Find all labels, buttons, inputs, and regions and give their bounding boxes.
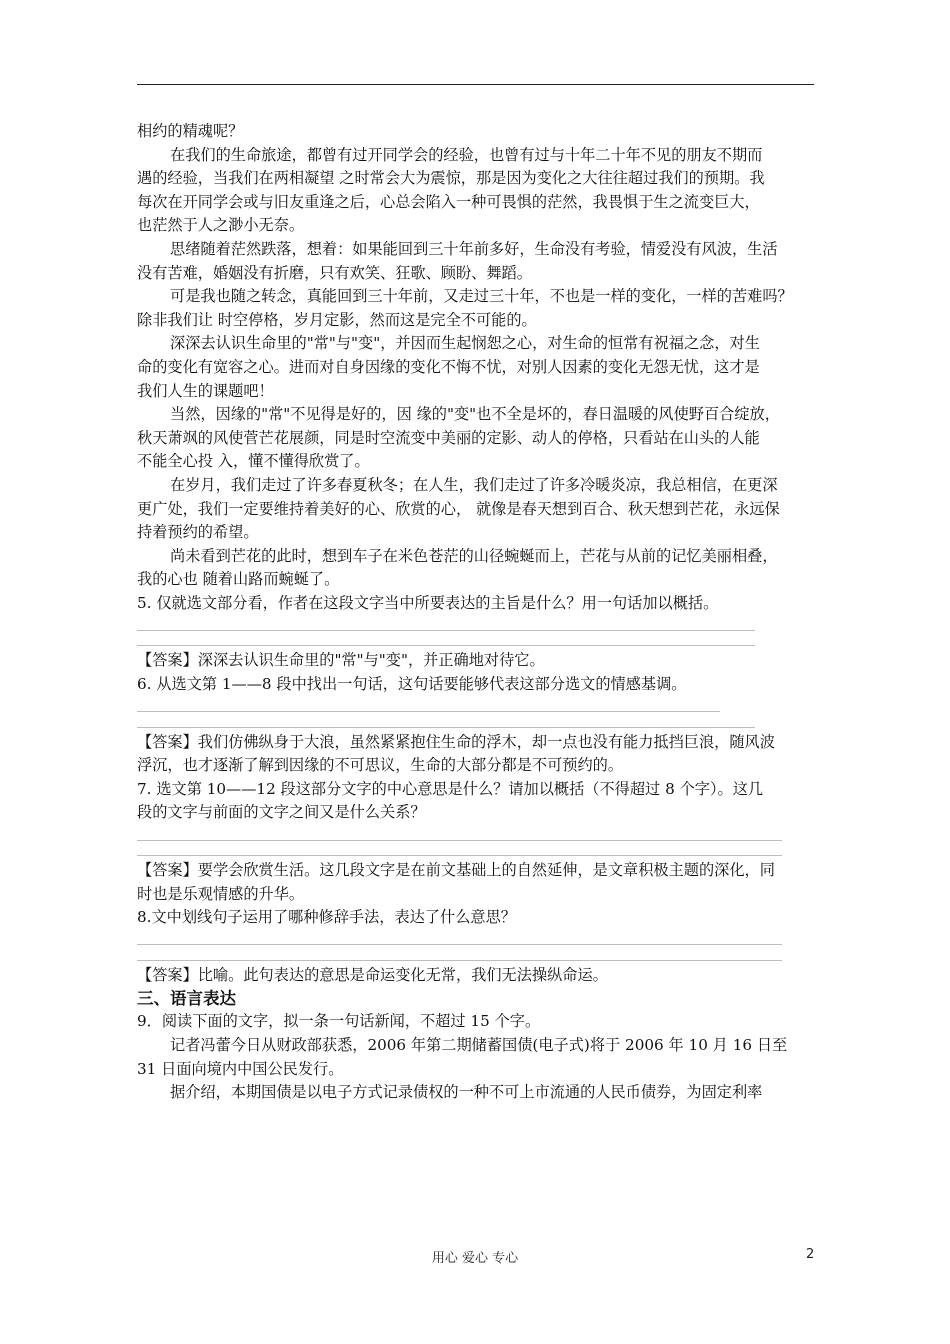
answer-text: 我们仿佛纵身于大浪，虽然紧紧抱住生命的浮木，却一点也没有能力抵挡巨浪，随风波 <box>197 732 775 751</box>
text-line: 31 日面向境内中国公民发行。 <box>137 1059 344 1078</box>
answer-7-cont: 时也是乐观情感的升华。 <box>137 884 305 903</box>
answer-text: 要学会欣赏生活。这几段文字是在前文基础上的自然延伸，是文章积极主题的深化，同 <box>197 861 775 880</box>
answer-blank-line[interactable] <box>137 712 755 728</box>
text-line: 思绪随着茫然跌落，想着：如果能回到三十年前多好，生命没有考验，情爱没有风波，生活 <box>170 239 778 258</box>
text-line: 记者冯蕾今日从财政部获悉，2006 年第二期储蓄国债(电子式)将于 2006 年 10 月 16 日至 <box>170 1036 788 1054</box>
text-line: 在我们的生命旅途，都曾有过开同学会的经验，也曾有过与十年二十年不见的朋友不期而 <box>170 145 763 164</box>
answer-blank-line[interactable] <box>137 930 782 946</box>
answer-text: 深深去认识生命里的"常"与"变"，并正确地对待它。 <box>197 651 545 670</box>
text-line: 在岁月，我们走过了许多春夏秋冬；在人生，我们走过了许多冷暖炎凉，我总相信，在更深 <box>170 475 778 494</box>
text-line: 更广处，我们一定要维持着美好的心、欣赏的心， 就像是春天想到百合、秋天想到芒花，永远保 <box>137 499 780 518</box>
page-number: 2 <box>806 1247 815 1262</box>
text-line: 命的变化有宽容之心。进而对自身因缘的变化不悔不忧，对别人因素的变化无怨无忧，这才是 <box>137 357 760 376</box>
answer-5 <box>137 649 817 673</box>
text-line: 我的心也 随着山路而蜿蜒了。 <box>137 570 340 589</box>
text-line: 相约的精魂呢？ <box>137 122 244 140</box>
text-line: 没有苦难，婚姻没有折磨，只有欢笑、狂歌、顾盼、舞蹈。 <box>137 263 532 282</box>
text-line: 我们人生的课题吧！ <box>137 381 274 400</box>
answer-label: 【答案】 <box>137 861 198 880</box>
question-5: 5. 仅就选文部分看，作者在这段文字当中所要表达的主旨是什么？用一句话加以概括。 <box>137 593 719 612</box>
answer-blank-line[interactable] <box>137 841 782 857</box>
answer-blank-line[interactable] <box>137 945 782 961</box>
text-line: 尚未看到芒花的此时，想到车子在米色苍茫的山径蜿蜒而上，芒花与从前的记忆美丽相叠， <box>170 546 778 565</box>
answer-6-cont: 浮沉，也才逐渐了解到因缘的不可思议，生命的大部分都是不可预约的。 <box>137 756 623 775</box>
answer-label: 【答案】 <box>137 732 198 751</box>
answer-7 <box>137 859 817 883</box>
question-7: 7. 选文第 10——12 段这部分文字的中心意思是什么？请加以概括（不得超过 8 个字）。这几 <box>137 779 764 798</box>
text-line: 每次在开同学会或与旧友重逢之后，心总会陷入一种可畏惧的茫然，我畏惧于生之流变巨大， <box>137 192 760 211</box>
text-line: 据介绍，本期国债是以电子方式记录债权的一种不可上市流通的人民币债券，为固定利率 <box>170 1083 763 1102</box>
answer-label: 【答案】 <box>137 965 198 984</box>
section-heading: 三、语言表达 <box>137 989 236 1009</box>
text-line: 也茫然于人之渺小无奈。 <box>137 216 305 235</box>
answer-text: 比喻。此句表达的意思是命运变化无常，我们无法操纵命运。 <box>197 965 608 984</box>
text-line: 秋天萧飒的风使菅芒花展颜，同是时空流变中美丽的定影、动人的停格，只看站在山头的人能 <box>137 428 760 447</box>
answer-label: 【答案】 <box>137 651 198 670</box>
text-line: 可是我也随之转念，真能回到三十年前，又走过三十年，不也是一样的变化，一样的苦难吗？ <box>170 287 793 306</box>
answer-6 <box>137 731 817 755</box>
question-8: 8.文中划线句子运用了哪种修辞手法，表达了什么意思？ <box>137 908 516 927</box>
question-6: 6. 从选文第 1——8 段中找出一句话，这句话要能够代表这部分选文的情感基调。 <box>137 675 687 694</box>
question-9: 9．阅读下面的文字，拟一条一句话新闻，不超过 15 个字。 <box>137 1012 541 1031</box>
text-line: 除非我们让 时空停格，岁月定影，然而这是完全不可能的。 <box>137 310 537 329</box>
text-line: 持着预约的希望。 <box>137 523 259 542</box>
text-line: 当然，因缘的"常"不见得是好的，因 缘的"变"也不全是坏的，春日温暖的风使野百合绽放， <box>170 405 780 424</box>
header-rule <box>137 84 814 85</box>
text-line: 遇的经验，当我们在两相凝望 之时常会大为震惊，那是因为变化之大往往超过我们的预期。我 <box>137 169 765 188</box>
page-content <box>137 120 817 1105</box>
answer-8 <box>137 964 817 988</box>
answer-blank-line[interactable] <box>137 825 782 841</box>
text-line: 不能全心投 入，懂不懂得欣赏了。 <box>137 452 370 471</box>
answer-blank-line[interactable] <box>137 697 720 713</box>
footer-motto: 用心 爱心 专心 <box>431 1251 519 1266</box>
answer-blank-line[interactable] <box>137 631 755 647</box>
answer-blank-line[interactable] <box>137 615 755 631</box>
question-7-cont: 段的文字与前面的文字之间又是什么关系？ <box>137 803 426 822</box>
text-line: 深深去认识生命里的"常"与"变"，并因而生起悯恕之心，对生命的恒常有祝福之念，对生 <box>170 334 760 353</box>
